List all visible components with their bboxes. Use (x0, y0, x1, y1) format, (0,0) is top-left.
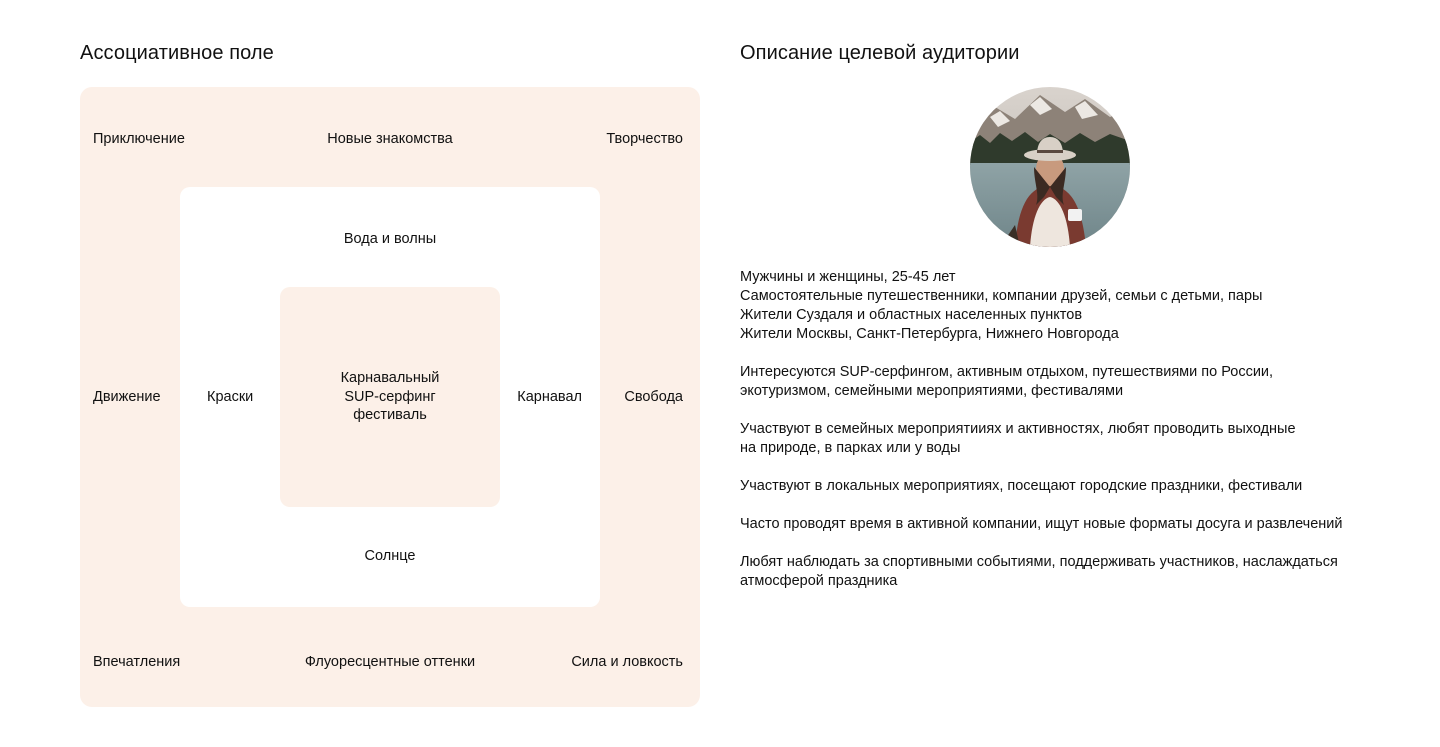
association-outer-box (80, 87, 700, 707)
audience-paragraph: Часто проводят время в активной компании, ищут новые форматы досуга и развлечений (740, 516, 1343, 532)
association-inner-box (280, 287, 500, 507)
word-new-acquaintances: Новые знакомства (327, 131, 453, 147)
word-impressions: Впечатления (93, 654, 181, 670)
association-field-title: Ассоциативное поле (80, 42, 274, 64)
word-adventure: Приключение (93, 131, 185, 147)
word-sun: Солнце (364, 548, 416, 564)
audience-paragraph: Участвуют в локальных мероприятиях, посещают городские праздники, фестивали (740, 478, 1303, 494)
person-photo-icon (970, 87, 1130, 247)
word-fluorescent: Флуоресцентные оттенки (304, 654, 476, 670)
audience-paragraph: Участвуют в семейных мероприятииях и активностях, любят проводить выходные на природе, в парках или у воды (740, 421, 1296, 456)
word-water-waves: Вода и волны (343, 231, 437, 247)
audience-paragraph: Интересуются SUP-серфингом, активным отдыхом, путешествиями по России, экотуризмом, семейными мероприятиями, фестивалями (740, 364, 1274, 399)
association-middle-box (180, 187, 600, 607)
audience-paragraph: Любят наблюдать за спортивными событиями, поддерживать участников, наслаждаться атмосферой праздника (740, 554, 1338, 589)
audience-paragraph: Мужчины и женщины, 25-45 лет Самостоятельные путешественники, компании друзей, семьи с детьми, пары Жители Суздаля и областных населенных пунктов Жители Москвы, Санкт-Петербурга, Нижнего Новгорода (740, 269, 1263, 342)
word-paints: Краски (207, 389, 254, 405)
word-freedom: Свобода (624, 389, 683, 405)
word-strength: Сила и ловкость (571, 654, 683, 670)
word-creativity: Творчество (606, 131, 683, 147)
word-carnival: Карнавал (517, 389, 582, 405)
word-movement: Движение (93, 389, 161, 405)
audience-title: Описание целевой аудитории (740, 42, 1020, 64)
audience-description (740, 268, 1400, 610)
festival-name: Карнавальный SUP-серфинг фестиваль (340, 369, 440, 424)
